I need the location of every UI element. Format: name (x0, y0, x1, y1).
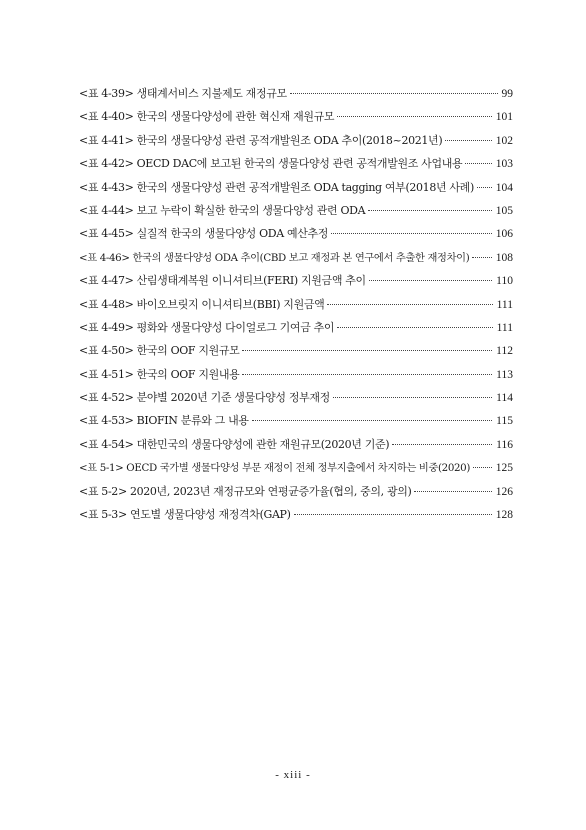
page-number-footer: - xiii - (275, 769, 311, 781)
dot-leader (337, 115, 492, 117)
toc-entry-title: <표 5-2> 2020년, 2023년 재정규모와 연평균증가율(협의, 중의, 광의) (79, 484, 412, 498)
dot-leader (473, 466, 492, 468)
toc-entry[interactable] (79, 251, 513, 274)
toc-entry-title: <표 4-50> 한국의 OOF 지원규모 (79, 344, 240, 358)
toc-entry-page: 113 (496, 368, 513, 381)
toc-entry-title: <표 4-46> 한국의 생물다양성 ODA 추이(CBD 보고 재정과 본 연구에서 추출한 재정차이) (79, 251, 470, 264)
toc-entry[interactable] (79, 181, 513, 204)
toc-entry-page: 110 (496, 275, 513, 288)
toc-entry[interactable] (79, 87, 513, 110)
toc-entry-page: 111 (496, 298, 513, 311)
toc-entry-page: 101 (495, 111, 513, 124)
dot-leader (327, 303, 492, 305)
toc-entry-page: 116 (496, 438, 513, 451)
toc-entry[interactable] (79, 134, 513, 157)
dot-leader (337, 326, 492, 328)
toc-entry-title: <표 4-53> BIOFIN 분류와 그 내용 (79, 414, 249, 428)
toc-entry-page: 106 (495, 228, 513, 241)
dot-leader (445, 139, 491, 141)
toc-entry[interactable] (79, 485, 513, 508)
toc-entry-title: <표 4-43> 한국의 생물다양성 관련 공적개발원조 ODA tagging 여부(2018년 사례) (79, 180, 474, 194)
toc-entry[interactable] (79, 204, 513, 227)
toc-entry-title: <표 4-49> 평화와 생물다양성 다이얼로그 기여금 추이 (79, 320, 335, 334)
toc-entry-title: <표 5-1> OECD 국가별 생물다양성 부문 재정이 전체 정부지출에서 차지하는 비중(2020) (79, 462, 470, 475)
toc-entry-title: <표 4-54> 대한민국의 생물다양성에 관한 재원규모(2020년 기준) (79, 437, 390, 451)
dot-leader (290, 92, 498, 94)
toc-entry-title: <표 4-42> OECD DAC에 보고된 한국의 생물다양성 관련 공적개발원조 사업내용 (79, 157, 463, 171)
toc-entry[interactable] (79, 391, 513, 414)
toc-entry-title: <표 4-52> 분야별 2020년 기준 생물다양성 정부재정 (79, 391, 330, 405)
toc-entry[interactable] (79, 461, 513, 484)
dot-leader (392, 443, 492, 445)
toc-entry[interactable] (79, 157, 513, 180)
toc-entry-page: 104 (495, 181, 513, 194)
toc-entry-title: <표 4-48> 바이오브릿지 이니셔티브(BBI) 지원금액 (79, 297, 325, 311)
dot-leader (465, 162, 491, 164)
toc-entry-page: 99 (501, 88, 513, 100)
toc-entry-title: <표 5-3> 연도별 생물다양성 재정격차(GAP) (79, 508, 291, 522)
dot-leader (368, 209, 492, 211)
dot-leader (331, 232, 492, 234)
toc-entry-title: <표 4-45> 실질적 한국의 생물다양성 ODA 예산추정 (79, 227, 329, 241)
toc-entry-page: 128 (495, 509, 513, 522)
toc-entry[interactable] (79, 274, 513, 297)
toc-entry-title: <표 4-44> 보고 누락이 확실한 한국의 생물다양성 관련 ODA (79, 203, 366, 217)
table-of-contents (79, 87, 513, 531)
toc-entry[interactable] (79, 508, 513, 531)
toc-entry-page: 125 (495, 462, 513, 475)
toc-entry-page: 102 (495, 134, 513, 147)
toc-entry-title: <표 4-39> 생태계서비스 지불제도 재정규모 (79, 87, 287, 100)
toc-entry[interactable] (79, 414, 513, 437)
toc-entry-page: 126 (495, 485, 513, 498)
toc-entry-page: 114 (496, 392, 513, 405)
dot-leader (414, 490, 491, 492)
toc-entry[interactable] (79, 298, 513, 321)
toc-entry-page: 103 (495, 158, 513, 171)
toc-entry-page: 105 (495, 204, 513, 217)
toc-entry[interactable] (79, 227, 513, 250)
toc-entry[interactable] (79, 321, 513, 344)
dot-leader (252, 419, 493, 421)
dot-leader (333, 396, 492, 398)
toc-entry[interactable] (79, 438, 513, 461)
dot-leader (369, 279, 492, 281)
dot-leader (477, 186, 492, 188)
dot-leader (294, 513, 492, 515)
toc-entry[interactable] (79, 110, 513, 133)
toc-entry-page: 108 (495, 251, 513, 264)
toc-entry[interactable] (79, 344, 513, 367)
dot-leader (242, 349, 492, 351)
toc-entry-title: <표 4-51> 한국의 OOF 지원내용 (79, 367, 240, 381)
toc-entry-title: <표 4-40> 한국의 생물다양성에 관한 혁신재 재원규모 (79, 110, 335, 124)
toc-entry-page: 111 (496, 321, 513, 334)
toc-entry-title: <표 4-47> 산림생태계복원 이니셔티브(FERI) 지원금액 추이 (79, 274, 366, 288)
toc-entry-page: 115 (496, 415, 513, 428)
toc-entry[interactable] (79, 368, 513, 391)
toc-entry-title: <표 4-41> 한국의 생물다양성 관련 공적개발원조 ODA 추이(2018~2021년) (79, 133, 443, 147)
toc-entry-page: 112 (496, 345, 513, 358)
dot-leader (242, 373, 492, 375)
dot-leader (472, 256, 491, 258)
